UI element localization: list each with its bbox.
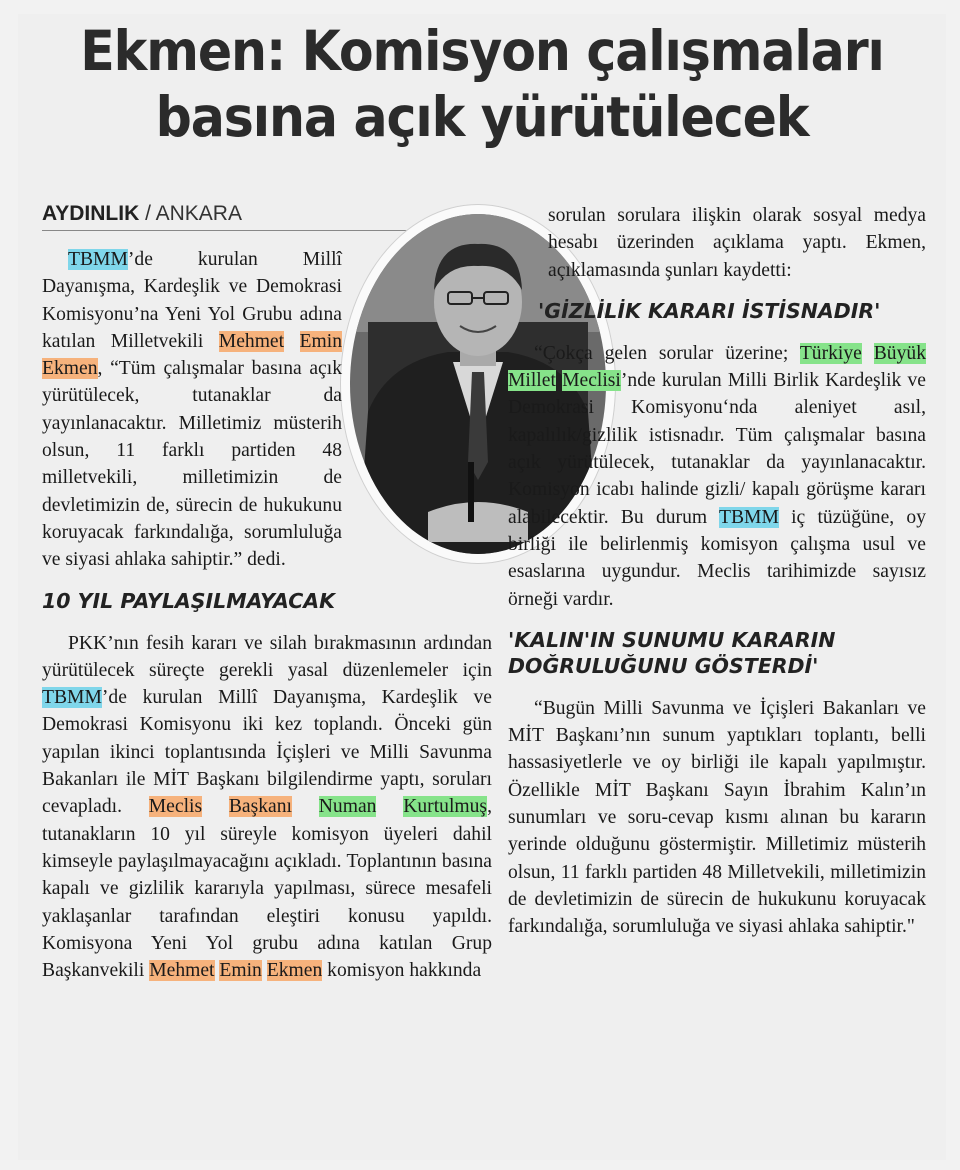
left-paragraph-2: PKK’nın fesih kararı ve silah bırakmasının ardından yürütülecek süreçte gerekli yasal düzenlemeler için TBMM’de kurulan Millî Dayanışma, Kardeşlik ve Demokrasi Komisyonu iki kez toplandı. Önceki gün yapılan ikinci toplantısında İçişleri ve Milli Savunma Bakanları ile MİT Başkanı bilgilendirme yaptı, soruları cevapladı. Meclis Başkanı Numan Kurtulmuş, tutanakların 10 yıl süreyle komisyon üyeleri dahil kimseyle paylaşılmayacağını açıkladı. Toplantının basına kapalı ve gizlilik kararıyla yapılması, sürece mesafeli yaklaşanlar tarafından eleştiri konusu yapıldı. Komisyona Yeni Yol grubu adına katılan Grup Başkanvekili Mehmet Emin Ekmen komisyon hakkında: [42, 632, 492, 982]
highlight-meclisi: Meclisi: [562, 370, 621, 392]
highlight-turkiye: Türkiye: [799, 342, 862, 364]
highlight-buyuk: Büyük: [873, 342, 926, 364]
highlight-mehmet: Mehmet: [149, 960, 215, 982]
right-paragraph-1: sorulan sorulara ilişkin olarak sosyal medya hesabı üzerinden açıklama yaptı. Ekmen, açıklamasında şunları kaydetti:: [548, 205, 926, 281]
right-paragraph-3: “Bugün Milli Savunma ve İçişleri Bakanları ve MİT Başkanı’nın sunum yaptıkları toplantı, belli hassasiyetlerle ve oy birliği ile kapalı yapılmıştır. Özellikle MİT Başkanı Sayın İbrahim Kalın’ın sunumları ve soru-cevap kısmı alınan bu kararın yerinde olduğunu göstermiştir. Milletimiz müsterih olsun, 11 farklı partiden 48 Milletvekili, milletimizin de devletimizin de sürecin de hukukunu koruyacak farkındalığa, sorumluluğa ve siyasi ahlaka sahiptir.": [508, 697, 926, 938]
highlight-tbmm: TBMM: [68, 249, 128, 270]
highlight-kurtulmus: Kurtulmuş: [403, 796, 488, 818]
subheading-gizlilik: 'GİZLİLİK KARARI İSTİSNADIR': [538, 298, 881, 323]
highlight-tbmm: TBMM: [42, 687, 102, 709]
highlight-tbmm: TBMM: [718, 506, 779, 528]
right-column: [508, 202, 926, 941]
byline-source: AYDINLIK: [42, 202, 140, 225]
headline-line-2: basına açık yürütülecek: [155, 85, 809, 149]
highlight-emin: Emin: [219, 960, 262, 982]
byline: [42, 202, 242, 226]
right-paragraph-2: “Çokça gelen sorular üzerine; Türkiye Büyük Millet Meclisi’nde kurulan Milli Birlik Kardeşlik ve Demokrasi Komisyonu‘nda aleniyet asıl, kapalılık/gizlilik istisnadır. Tüm çalışmalar basına açık yürütülecek, tutanaklar da yayınlanacaktır. Komisyon icabı halinde gizli/ kapalı görüşme kararı alabilecektir. Bu durum TBMM iç tüzüğüne, oy birliği ile belirlenmiş komisyon çalışma usul ve esaslarına uygundur. Meclis tarihimizde sayısız örneği vardır.: [508, 342, 927, 610]
highlight-meclis: Meclis: [148, 796, 203, 818]
highlight-mehmet: Mehmet: [218, 330, 285, 352]
left-column: [42, 246, 492, 984]
newspaper-clipping: [18, 14, 946, 1160]
highlight-baskani: Başkanı: [228, 796, 292, 818]
subheading-10-yil: 10 YIL PAYLAŞILMAYACAK: [42, 588, 336, 613]
headline: [55, 18, 909, 150]
highlight-numan: Numan: [318, 796, 377, 818]
left-paragraph-1: TBMM’de kurulan Millî Dayanışma, Kardeşlik ve Demokrasi Komisyonu’na Yeni Yol Grubu adına katılan Milletvekili Mehmet Emin Ekmen, “Tüm çalışmalar basına açık yürütülecek, tutanaklar da yayınlanacaktır. Milletimiz müsterih olsun, 11 farklı partiden 48 milletvekili, milletimizin de devletimizin de, sürecin de hukukunu koruyacak farkındalığa, sorumluluğa ve siyasi ahlaka sahiptir.” dedi.: [42, 249, 342, 571]
headline-line-1: Ekmen: Komisyon çalışmaları: [80, 19, 884, 83]
highlight-ekmen: Ekmen: [266, 960, 323, 982]
highlight-ekmen: Ekmen: [42, 358, 98, 380]
subheading-kalin: 'KALIN'IN SUNUMU KARARIN DOĞRULUĞUNU GÖSTERDİ': [508, 627, 836, 678]
highlight-millet: Millet: [508, 370, 556, 392]
byline-city: ANKARA: [155, 202, 242, 225]
highlight-emin: Emin: [299, 330, 342, 352]
byline-separator: /: [139, 202, 156, 225]
